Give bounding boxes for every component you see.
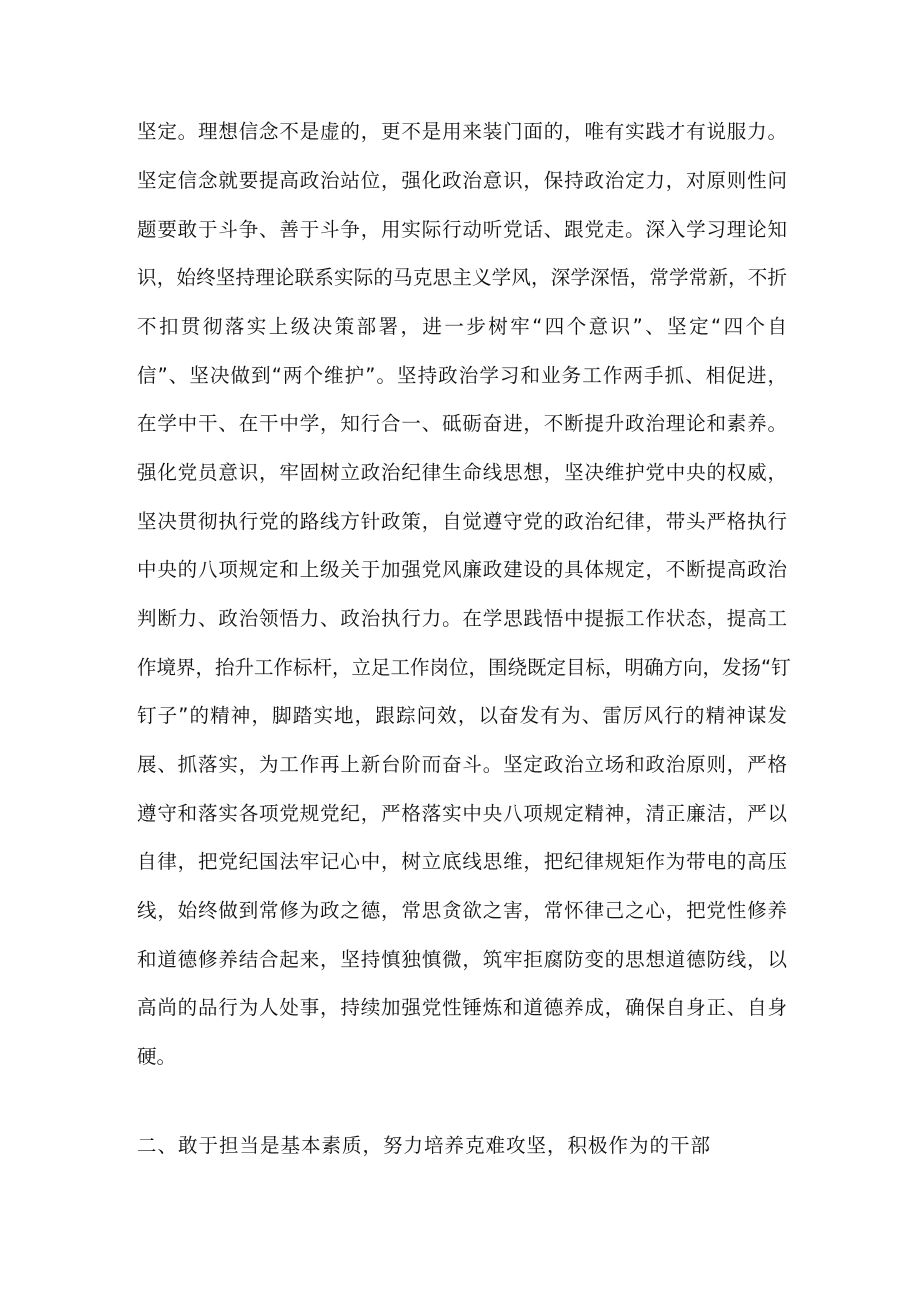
paragraph-line: 坚定。理想信念不是虚的，更不是用来装门面的，唯有实践才有说服力。 xyxy=(137,120,787,143)
paragraph-line: 强化党员意识，牢固树立政治纪律生命线思想，坚决维护党中央的权威， xyxy=(137,461,787,484)
paragraph-line: 信”、坚决做到“两个维护”。坚持政治学习和业务工作两手抓、相促进， xyxy=(137,364,787,387)
paragraph-line: 坚定信念就要提高政治站位，强化政治意识，保持政治定力，对原则性问 xyxy=(137,169,787,192)
paragraph-line: 坚决贯彻执行党的路线方针政策，自觉遵守党的政治纪律，带头严格执行 xyxy=(137,510,787,533)
paragraph-line: 展、抓落实，为工作再上新台阶而奋斗。坚定政治立场和政治原则，严格 xyxy=(137,753,787,776)
paragraph-line: 钉子”的精神，脚踏实地，跟踪问效，以奋发有为、雷厉风行的精神谋发 xyxy=(137,704,787,727)
paragraph-line: 线，始终做到常修为政之德，常思贪欲之害，常怀律己之心，把党性修养 xyxy=(137,899,787,922)
paragraph-line: 作境界，抬升工作标杆，立足工作岗位，围绕既定目标，明确方向，发扬“钉 xyxy=(137,656,791,679)
paragraph-line: 高尚的品行为人处事，持续加强党性锤炼和道德养成，确保自身正、自身 xyxy=(137,996,787,1019)
paragraph-line: 题要敢于斗争、善于斗争，用实际行动听党话、跟党走。深入学习理论知 xyxy=(137,218,787,241)
section-heading: 二、敢于担当是基本素质，努力培养克难攻坚，积极作为的干部 xyxy=(137,1134,712,1157)
paragraph-line: 和道德修养结合起来，坚持慎独慎微，筑牢拒腐防变的思想道德防线，以 xyxy=(137,948,787,971)
paragraph-line: 在学中干、在干中学，知行合一、砥砺奋进，不断提升政治理论和素养。 xyxy=(137,412,787,435)
paragraph-line: 中央的八项规定和上级关于加强党风廉政建设的具体规定，不断提高政治 xyxy=(137,558,787,581)
paragraph-line: 判断力、政治领悟力、政治执行力。在学思践悟中提振工作状态，提高工 xyxy=(137,607,787,630)
paragraph-line: 不扣贯彻落实上级决策部署，进一步树牢“四个意识”、坚定“四个自 xyxy=(137,315,787,338)
paragraph-line: 遵守和落实各项党规党纪，严格落实中央八项规定精神，清正廉洁，严以 xyxy=(137,802,787,825)
paragraph-line: 识，始终坚持理论联系实际的马克思主义学风，深学深悟，常学常新，不折 xyxy=(137,266,787,289)
paragraph-line-last: 硬。 xyxy=(137,1045,177,1068)
paragraph-line: 自律，把党纪国法牢记心中，树立底线思维，把纪律规矩作为带电的高压 xyxy=(137,850,787,873)
